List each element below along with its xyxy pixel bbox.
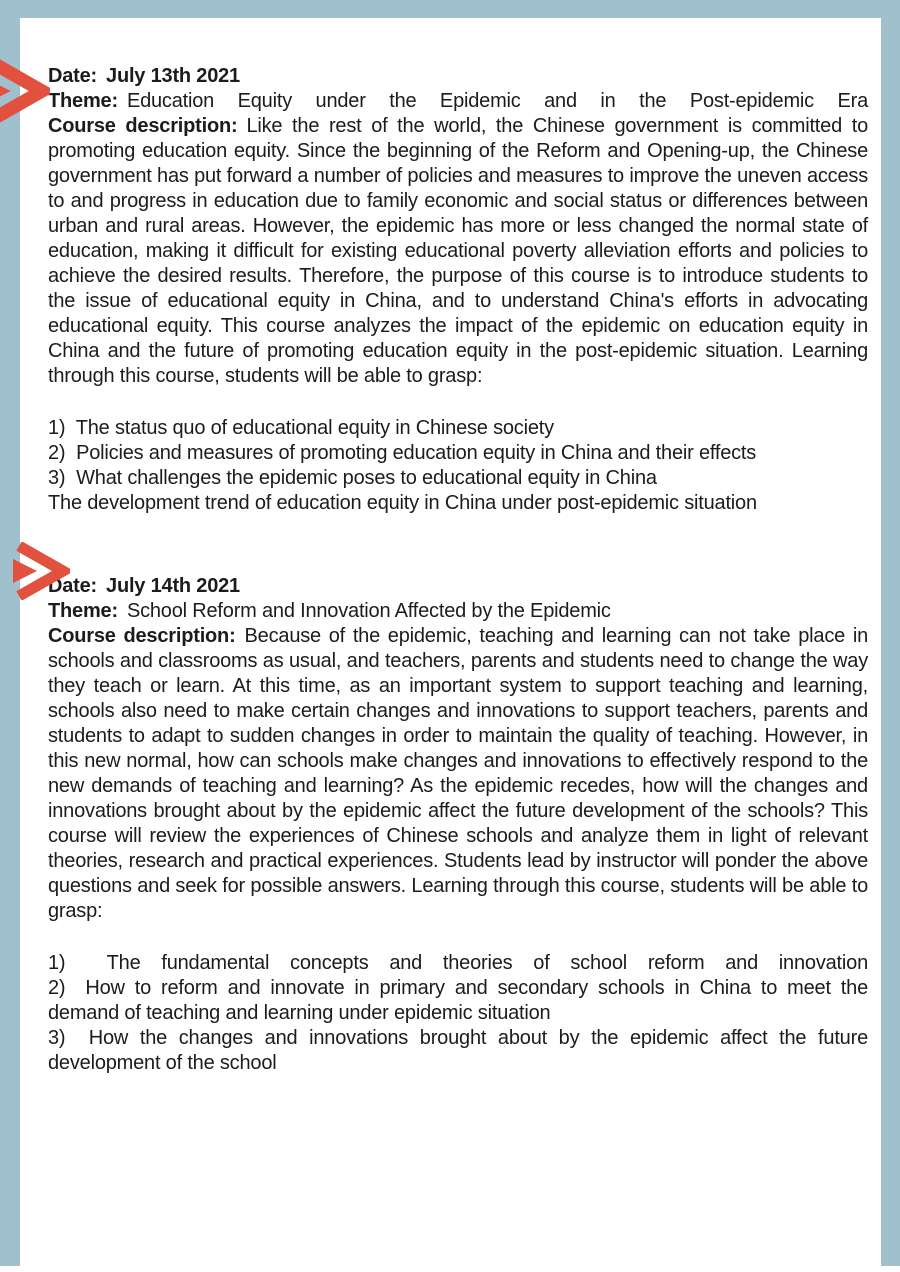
course-section-july-13 xyxy=(48,64,868,516)
theme-value: School Reform and Innovation Affected by the Epidemic xyxy=(126,600,611,622)
learning-objectives-list xyxy=(48,951,868,1076)
list-item: 1) The fundamental concepts and theories of school reform and innovation xyxy=(48,952,868,974)
list-item: 2) Policies and measures of promoting education equity in China and their effects xyxy=(48,442,757,464)
date-label: Date: xyxy=(48,575,98,597)
date-value: July 13th 2021 xyxy=(106,65,240,87)
theme-line xyxy=(48,599,868,624)
learning-objectives-list xyxy=(48,416,868,516)
course-description-text: Because of the epidemic, teaching and learning can not take place in schools and classrooms as usual, and teachers, parents and students need to change the way they teach or learn. At this time, as an important system to support teaching and learning, schools also need to make certain changes and innovations to support teachers, parents and students to adapt to sudden changes in order to maintain the quality of teaching. However, in this new normal, how can schools make changes and innovations to effectively respond to the new demands of teaching and learning? As the epidemic recedes, how will the changes and innovations brought about by the epidemic affect the future development of the schools? This course will review the experiences of Chinese schools and analyze them in light of relevant theories, research and practical experiences. Students lead by instructor will ponder the above questions and seek for possible answers. Learning through this course, students will be able to grasp: xyxy=(48,625,868,922)
page-content xyxy=(48,64,868,1076)
course-description-text: Like the rest of the world, the Chinese government is committed to promoting education equity. Since the beginning of the Reform and Opening-up, the Chinese government has put forward a number of policies and measures to improve the uneven access to and progress in education due to family economic and social status or differences between urban and rural areas. However, the epidemic has more or less changed the normal state of education, making it difficult for existing educational poverty alleviation efforts and policies to achieve the desired results. Therefore, the purpose of this course is to introduce students to the issue of educational equity in China, and to understand China's efforts in advocating educational equity. This course analyzes the impact of the epidemic on education equity in China and the future of promoting education equity in the post-epidemic situation. Learning through this course, students will be able to grasp: xyxy=(48,115,868,387)
date-line xyxy=(48,574,868,599)
course-section-july-14 xyxy=(48,574,868,1076)
course-description-label: Course description: xyxy=(48,625,236,647)
theme-value: Education Equity under the Epidemic and in the Post-epidemic Era xyxy=(126,90,868,112)
list-item: 3) What challenges the epidemic poses to educational equity in China xyxy=(48,467,657,489)
course-description xyxy=(48,624,868,924)
list-item: 1) The status quo of educational equity in Chinese society xyxy=(48,417,554,439)
theme-label: Theme: xyxy=(48,600,118,622)
course-description-label: Course description: xyxy=(48,115,238,137)
list-item: The development trend of education equity in China under post-epidemic situation xyxy=(48,492,757,514)
date-label: Date: xyxy=(48,65,98,87)
theme-label: Theme: xyxy=(48,90,118,112)
date-line xyxy=(48,64,868,89)
theme-line xyxy=(48,89,868,114)
course-description xyxy=(48,114,868,389)
list-item: 3) How the changes and innovations brought about by the epidemic affect the future development of the school xyxy=(48,1027,868,1074)
list-item: 2) How to reform and innovate in primary and secondary schools in China to meet the demand of teaching and learning under epidemic situation xyxy=(48,977,868,1024)
date-value: July 14th 2021 xyxy=(106,575,240,597)
